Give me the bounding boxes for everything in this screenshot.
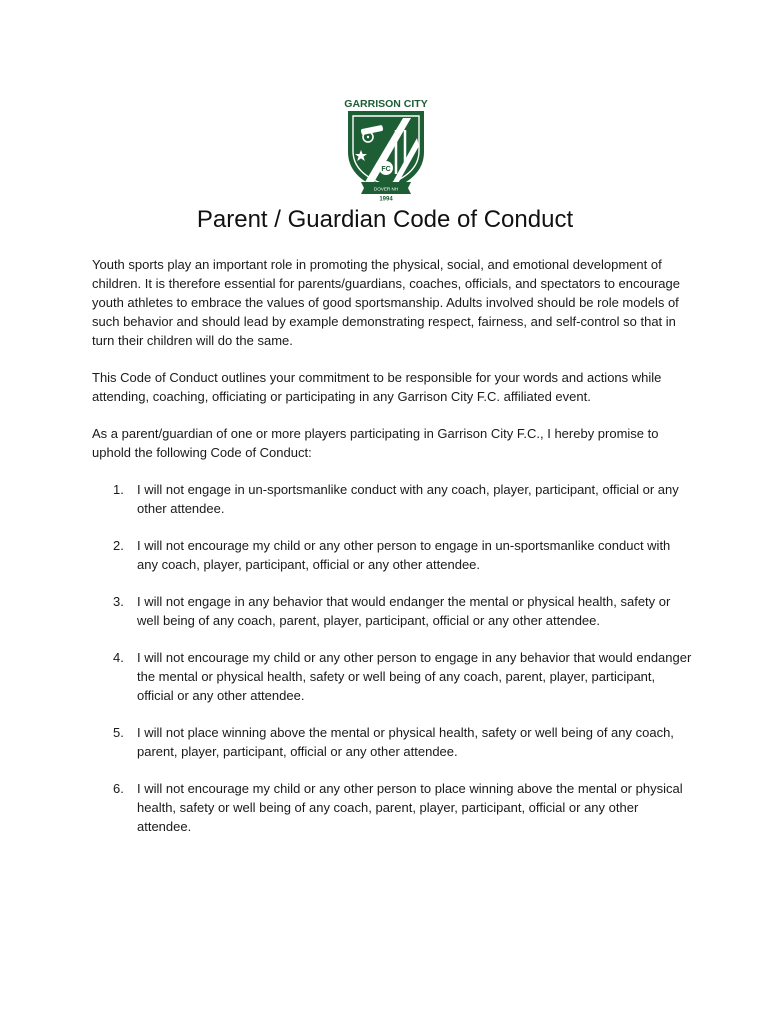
list-item (92, 536, 692, 574)
crest-year-text: 1994 (379, 196, 393, 202)
list-item (92, 480, 692, 518)
club-crest-logo (341, 94, 431, 202)
list-item-number: 5. (113, 725, 124, 740)
list-item-text: I will not place winning above the mental or physical health, safety or well being of any coach, parent, player, participant, official or any other attendee. (137, 725, 674, 759)
list-item-text: I will not engage in un-sportsmanlike conduct with any coach, player, participant, official or any other attendee. (137, 482, 679, 516)
list-item (92, 723, 692, 761)
page-title: Parent / Guardian Code of Conduct (196, 206, 574, 233)
crest-initials-text: FC (381, 166, 391, 173)
document-body (92, 255, 692, 854)
list-item-number: 3. (113, 594, 124, 609)
list-item-text: I will not encourage my child or any other person to place winning above the mental or physical health, safety or well being of any coach, parent, player, participant, official or any other attendee. (137, 781, 683, 834)
list-item-number: 4. (113, 650, 124, 665)
code-of-conduct-list (92, 480, 692, 836)
list-item (92, 592, 692, 630)
list-item (92, 779, 692, 836)
list-item-text: I will not engage in any behavior that would endanger the mental or physical health, safety or well being of any coach, parent, player, participant, official or any other attendee. (137, 594, 671, 628)
intro-paragraph: Youth sports play an important role in promoting the physical, social, and emotional development of children. It is therefore essential for parents/guardians, coaches, officials, and spectators to encourage youth athletes to embrace the values of good sportsmanship. Adults involved should be role models of such behavior and should lead by example demonstrating respect, fairness, and self-control so that in turn their children will do the same. (92, 257, 680, 348)
list-item (92, 648, 692, 705)
crest-location-text: DOVER NH (373, 186, 399, 192)
promise-paragraph: As a parent/guardian of one or more players participating in Garrison City F.C., I hereby promise to uphold the following Code of Conduct: (92, 426, 659, 460)
list-item-number: 1. (113, 482, 124, 497)
list-item-number: 6. (113, 781, 124, 796)
list-item-number: 2. (113, 538, 124, 553)
list-item-text: I will not encourage my child or any other person to engage in un-sportsmanlike conduct with any coach, player, participant, official or any other attendee. (137, 538, 671, 572)
list-item-text: I will not encourage my child or any other person to engage in any behavior that would endanger the mental or physical health, safety or well being of any coach, parent, player, participant, official or any other attendee. (137, 650, 692, 703)
commitment-paragraph: This Code of Conduct outlines your commitment to be responsible for your words and actions while attending, coaching, officiating or participating in any Garrison City F.C. affiliated event. (92, 370, 662, 404)
crest-name-text: GARRISON CITY (344, 98, 428, 110)
